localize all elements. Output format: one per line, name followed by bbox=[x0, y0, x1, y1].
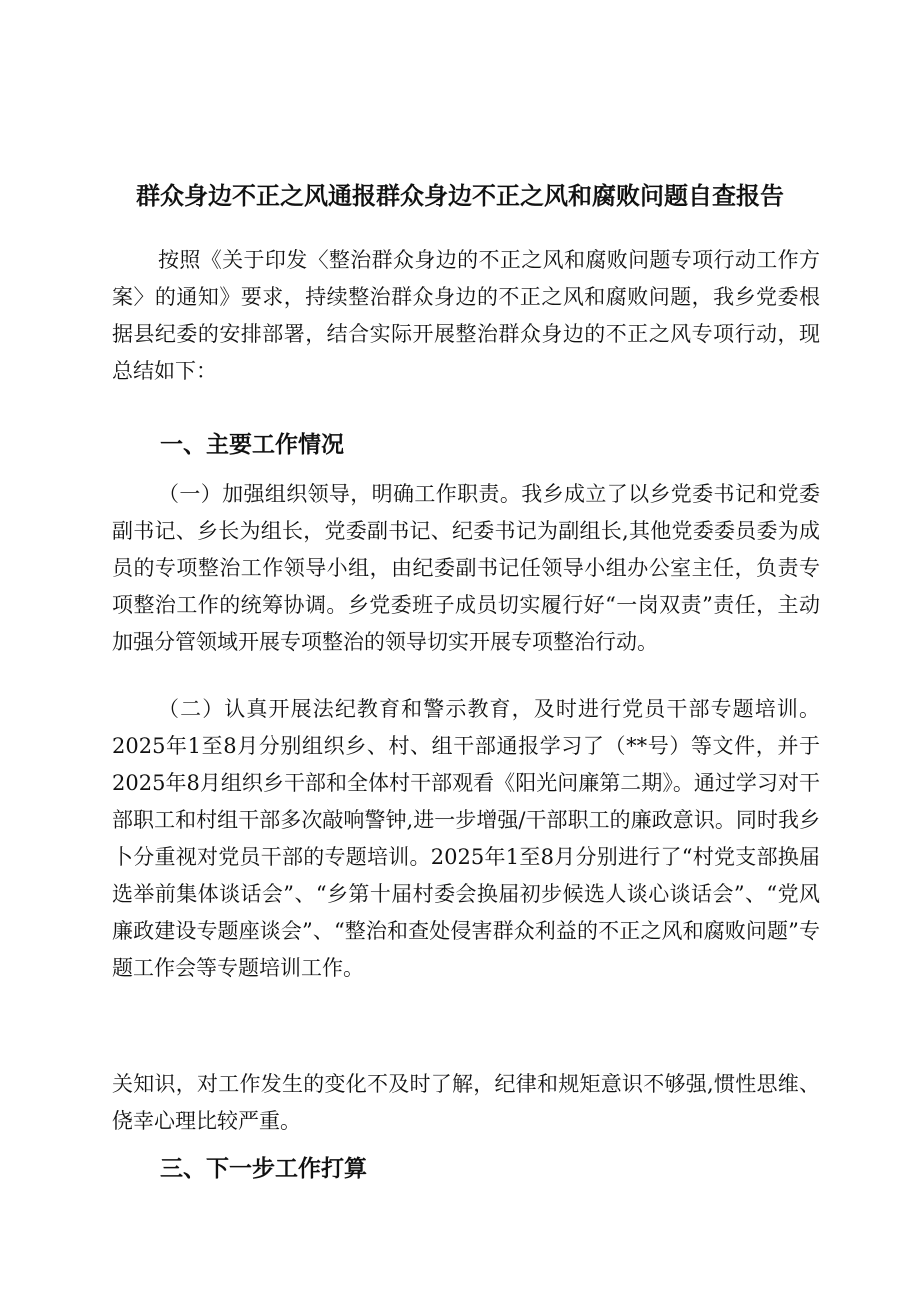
paragraph-organization: （一）加强组织领导，明确工作职责。我乡成立了以乡党委书记和党委副书记、乡长为组长，党委副书记、纪委书记为副组长,其他党委委员委为成员的专项整治工作领导小组，由纪委副书记任领导小组办公室主任，负责专项整治工作的统筹协调。乡党委班子成员切实履行好“一岗双责”责任，主动加强分管领域开展专项整治的领导切实开展专项整治行动。 bbox=[112, 482, 820, 654]
paragraph-education: （二）认真开展法纪教育和警示教育，及时进行党员干部专题培训。2025年1至8月分别组织乡、村、组干部通报学习了（**号）等文件，并于2025年8月组织乡干部和全体村干部观看《阳光问廉第二期》。通过学习对干部职工和村组干部多次敲响警钟,进一步增强/干部职工的廉政意识。同时我乡卜分重视对党员干部的专题培训。2025年1至8月分别进行了“村党支部换届选举前集体谈话会”、“乡第十届村委会换届初步候选人谈心谈话会”、“党风廉政建设专题座谈会”、“整治和查处侵害群众利益的不正之风和腐败问题”专题工作会等专题培训工作。 bbox=[112, 697, 820, 980]
section-heading-3: 三、下一步工作打算 bbox=[160, 1156, 367, 1182]
section-heading-1: 一、主要工作情况 bbox=[160, 432, 344, 458]
paragraph-problems-fragment: 关知识，对工作发生的变化不及时了解，纪律和规矩意识不够强,惯性思维、侥幸心理比较严重。 bbox=[112, 1072, 820, 1133]
intro-paragraph: 按照《关于印发〈整治群众身边的不正之风和腐败问题专项行动工作方案〉的通知》要求，持续整治群众身边的不正之风和腐败问题，我乡党委根据县纪委的安排部署，结合实际开展整治群众身边的不正之风专项行动，现总结如下： bbox=[112, 248, 820, 383]
document-title: 群众身边不正之风通报群众身边不正之风和腐败问题自查报告 bbox=[136, 182, 784, 211]
